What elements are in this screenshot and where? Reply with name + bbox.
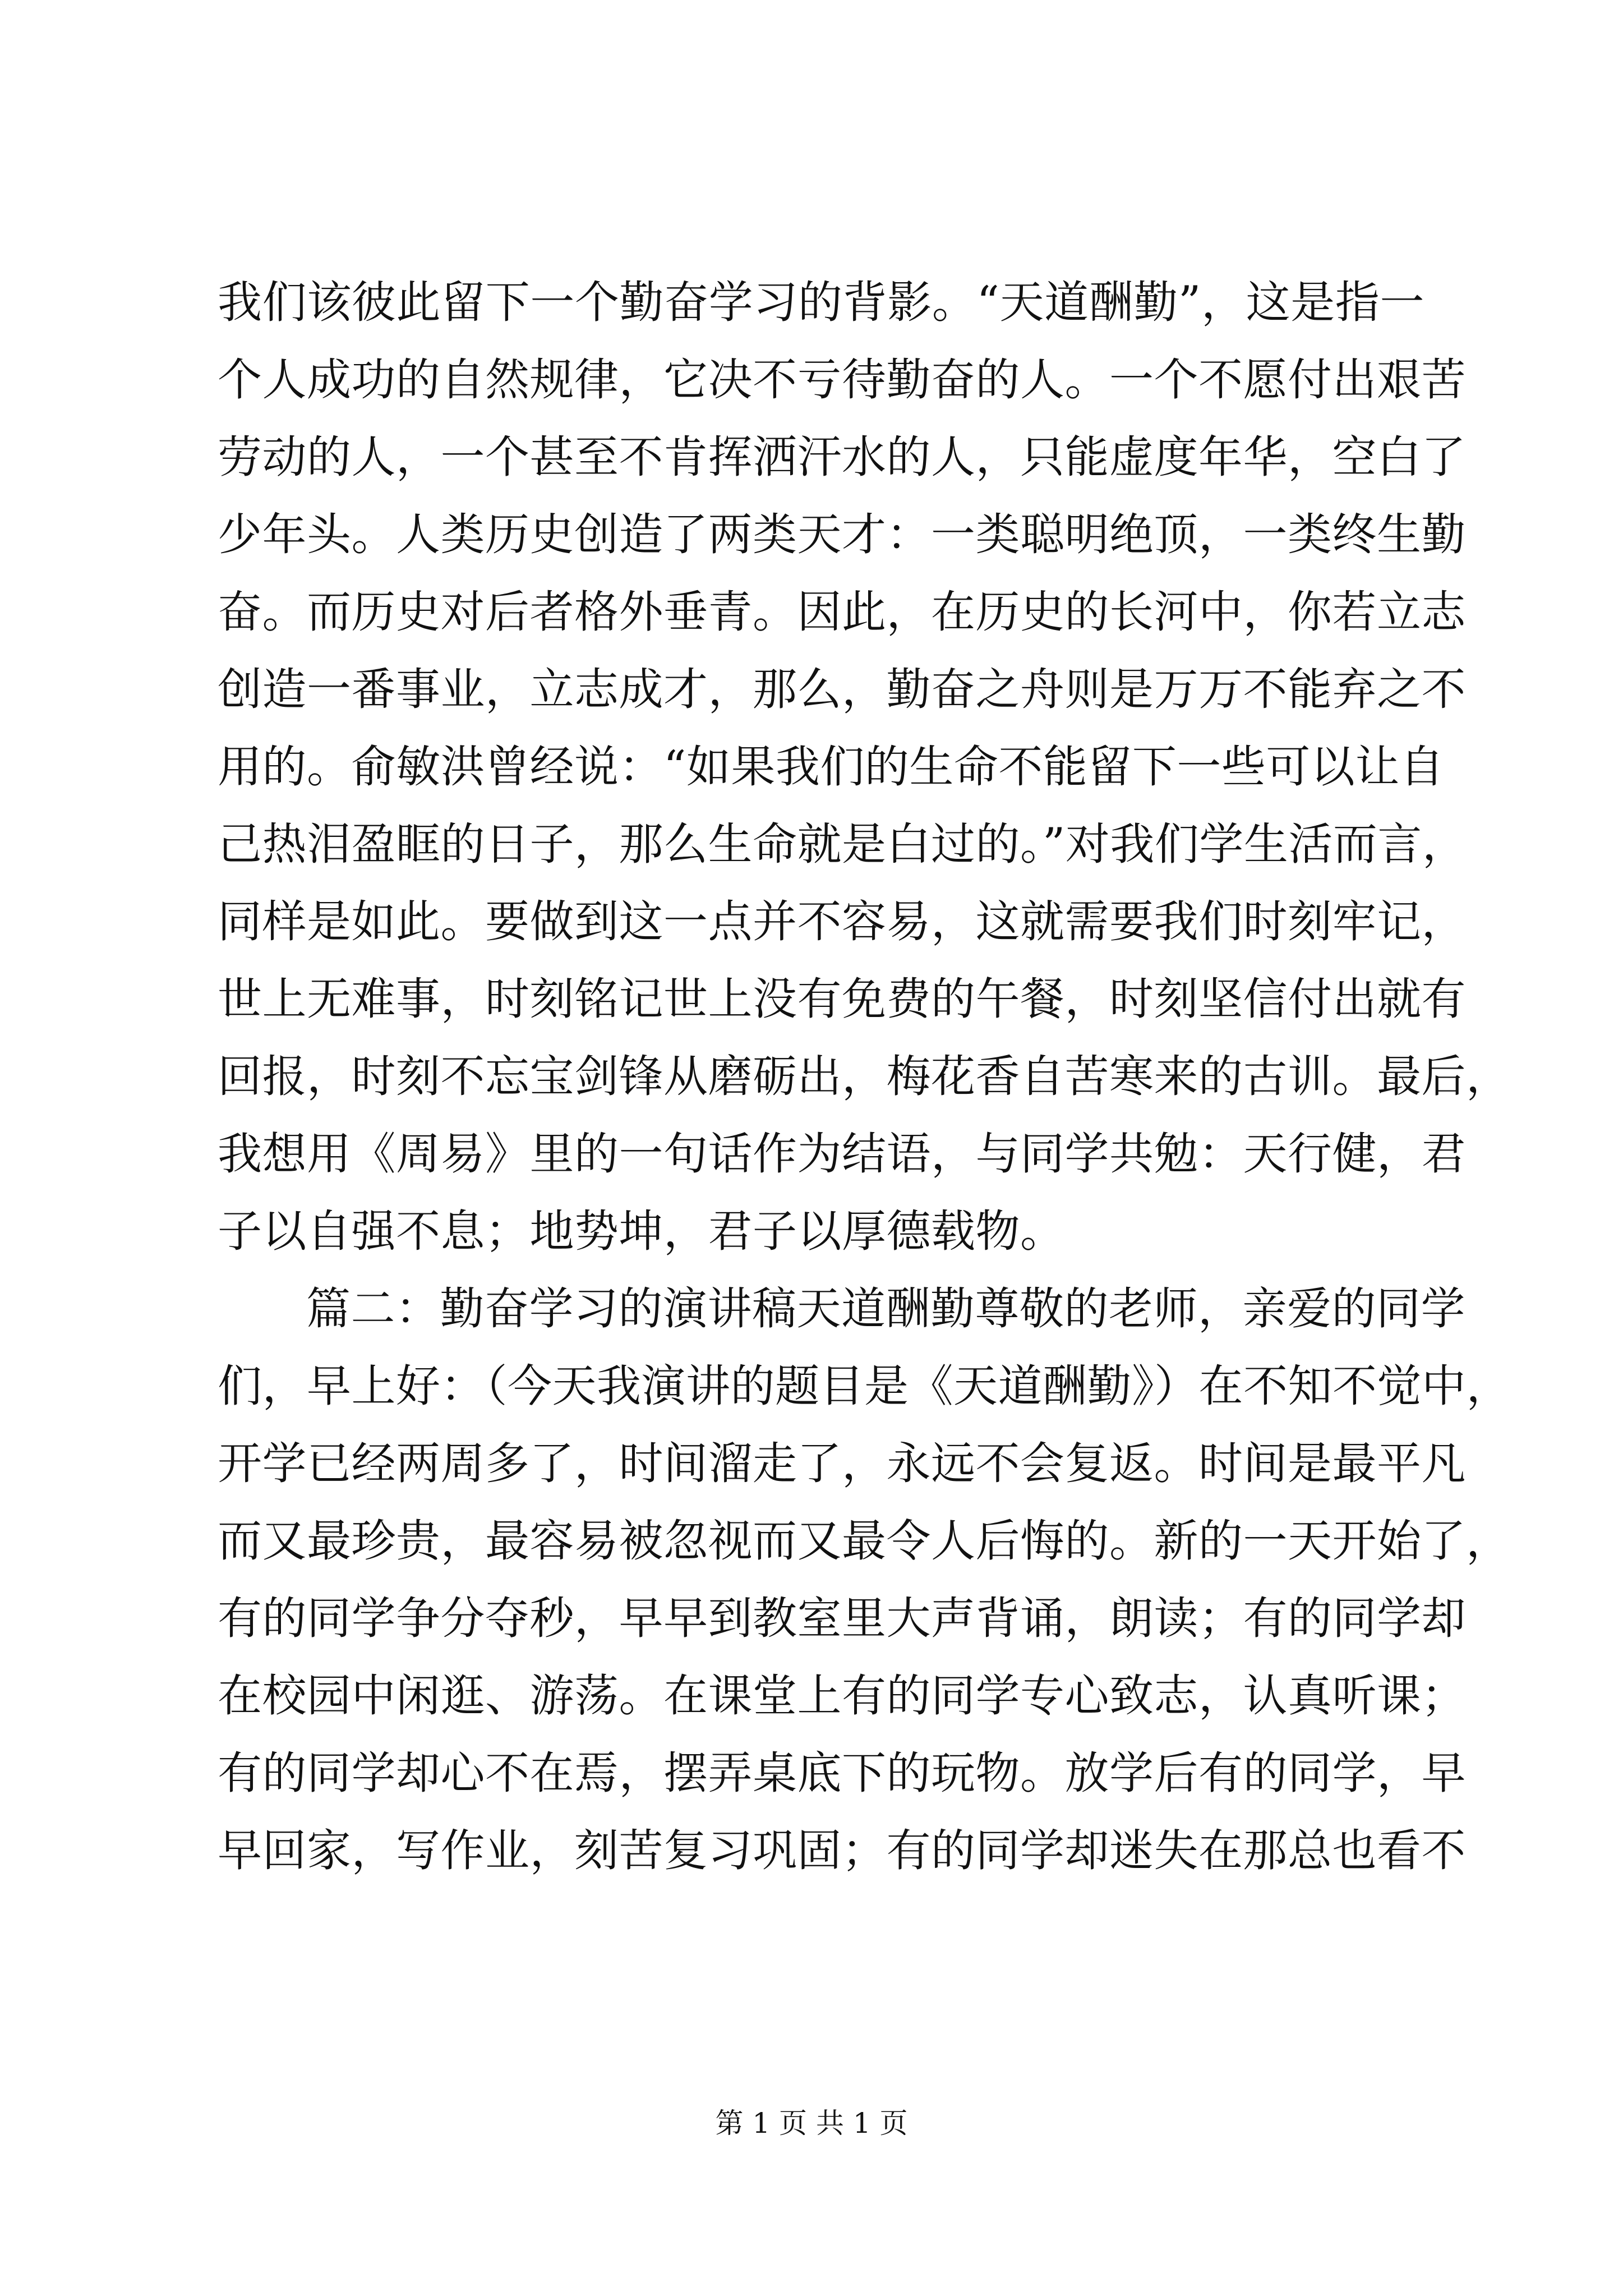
text-line: 同样是如此。要做到这一点并不容易，这就需要我们时刻牢记， <box>218 896 1466 947</box>
text-line: 子以自强不息；地势坤，君子以厚德载物。 <box>218 1205 1065 1257</box>
text-line: 奋。而历史对后者格外垂青。因此，在历史的长河中，你若立志 <box>218 586 1466 638</box>
text-line: 我想用《周易》里的一句话作为结语，与同学共勉：天行健，君 <box>218 1128 1466 1180</box>
text-line: 有的同学争分夺秒，早早到教室里大声背诵，朗读；有的同学却 <box>218 1593 1466 1644</box>
text-line: 劳动的人，一个甚至不肯挥洒汗水的人，只能虚度年华，空白了 <box>218 431 1466 483</box>
document-body <box>218 264 1511 1889</box>
text-line: 世上无难事，时刻铭记世上没有免费的午餐，时刻坚信付出就有 <box>218 973 1466 1025</box>
text-line: 有的同学却心不在焉，摆弄桌底下的玩物。放学后有的同学，早 <box>218 1747 1466 1799</box>
text-line: 个人成功的自然规律，它决不亏待勤奋的人。一个不愿付出艰苦 <box>218 354 1466 406</box>
text-line: 用的。俞敏洪曾经说：“如果我们的生命不能留下一些可以让自 <box>218 741 1445 793</box>
text-line: 己热泪盈眶的日子，那么生命就是白过的。”对我们学生活而言， <box>218 818 1467 870</box>
text-line: 篇二：勤奋学习的演讲稿天道酬勤尊敬的老师，亲爱的同学 <box>306 1283 1465 1335</box>
text-line: 我们该彼此留下一个勤奋学习的背影。“天道酬勤”，这是指一 <box>218 277 1424 328</box>
text-line: 回报，时刻不忘宝剑锋从磨砺出，梅花香自苦寒来的古训。最后， <box>218 1051 1511 1102</box>
page-number-footer: 第 1 页 共 1 页 <box>715 2107 908 2139</box>
text-line: 开学已经两周多了，时间溜走了，永远不会复返。时间是最平凡 <box>218 1438 1466 1489</box>
text-line: 少年头。人类历史创造了两类天才：一类聪明绝顶，一类终生勤 <box>218 509 1466 560</box>
text-line: 在校园中闲逛、游荡。在课堂上有的同学专心致志，认真听课； <box>218 1670 1466 1722</box>
text-line: 而又最珍贵，最容易被忽视而又最令人后悔的。新的一天开始了， <box>218 1515 1511 1567</box>
text-line: 早回家，写作业，刻苦复习巩固；有的同学却迷失在那总也看不 <box>218 1825 1466 1876</box>
text-line: 创造一番事业，立志成才，那么，勤奋之舟则是万万不能弃之不 <box>218 664 1466 715</box>
text-line: 们，早上好：（今天我演讲的题目是《天道酬勤》）在不知不觉中， <box>218 1360 1511 1412</box>
